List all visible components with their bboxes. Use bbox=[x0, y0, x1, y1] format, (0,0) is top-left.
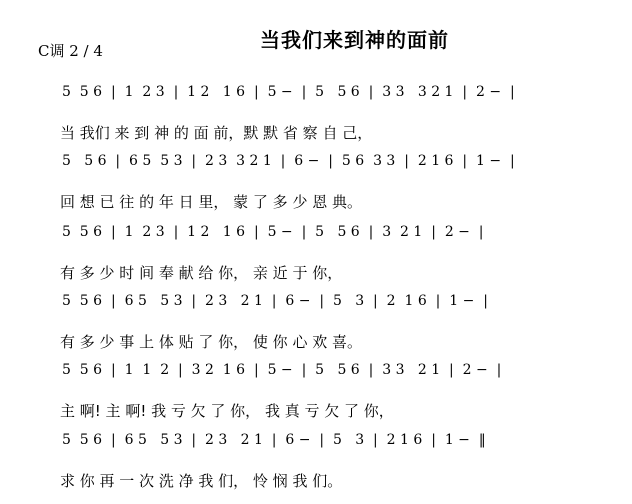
notation-line bbox=[0, 362, 632, 402]
notation-line bbox=[0, 84, 632, 124]
lyrics-text: 有 多 少 事 上 体 贴 了 你， 使 你 心 欢 喜。 bbox=[60, 333, 362, 351]
lyrics-line bbox=[0, 331, 632, 355]
notation-line bbox=[0, 293, 632, 333]
jianpu-notes: 5 5 6 | 6 5 5 3 | 2 3 2 1 | 6 − | 5 3 | 2 1 6 | 1 − | bbox=[62, 293, 488, 309]
lyrics-text: 主 啊! 主 啊! 我 亏 欠 了 你， 我 真 亏 欠 了 你， bbox=[60, 402, 394, 420]
lyrics-line bbox=[0, 400, 632, 424]
lyrics-line bbox=[0, 122, 632, 146]
lyrics-text: 回 想 已 往 的 年 日 里， 蒙 了 多 少 恩 典。 bbox=[60, 193, 362, 211]
lyrics-line bbox=[0, 191, 632, 215]
music-system bbox=[0, 84, 632, 156]
notation-line bbox=[0, 224, 632, 264]
lyrics-text: 求 你 再 一 次 洗 净 我 们， 怜 悯 我 们。 bbox=[60, 472, 343, 490]
music-system bbox=[0, 224, 632, 296]
music-system bbox=[0, 153, 632, 225]
jianpu-notes: 5 5 6 | 6 5 5 3 | 2 3 3 2 1 | 6 − | 5 6 3 3 | 2 1 6 | 1 − | bbox=[62, 153, 515, 169]
jianpu-notes: 5 5 6 | 1 2 3 | 1 2 1 6 | 5 − | 5 5 6 | 3 3 3 2 1 | 2 − | bbox=[62, 84, 515, 100]
lyrics-line bbox=[0, 262, 632, 286]
notation-line bbox=[0, 153, 632, 193]
notation-line bbox=[0, 432, 632, 472]
key-signature: C调 2 / 4 bbox=[38, 42, 103, 60]
music-system bbox=[0, 293, 632, 365]
music-system bbox=[0, 432, 632, 504]
lyrics-text: 有 多 少 时 间 奉 献 给 你， 亲 近 于 你， bbox=[60, 264, 343, 282]
jianpu-notes: 5 5 6 | 1 2 3 | 1 2 1 6 | 5 − | 5 5 6 | 3 2 1 | 2 − | bbox=[62, 224, 484, 240]
lyrics-text: 当 我们 来 到 神 的 面 前，默 默 省 察 自 己， bbox=[60, 124, 373, 142]
jianpu-notes: 5 5 6 | 6 5 5 3 | 2 3 2 1 | 6 − | 5 3 | 2 1 6 | 1 − ‖ bbox=[62, 432, 486, 448]
jianpu-notes: 5 5 6 | 1 1 2 | 3 2 1 6 | 5 − | 5 5 6 | 3 3 2 1 | 2 − | bbox=[62, 362, 502, 378]
song-title: 当我们来到神的面前 bbox=[260, 28, 449, 52]
music-system bbox=[0, 362, 632, 434]
lyrics-line bbox=[0, 470, 632, 494]
